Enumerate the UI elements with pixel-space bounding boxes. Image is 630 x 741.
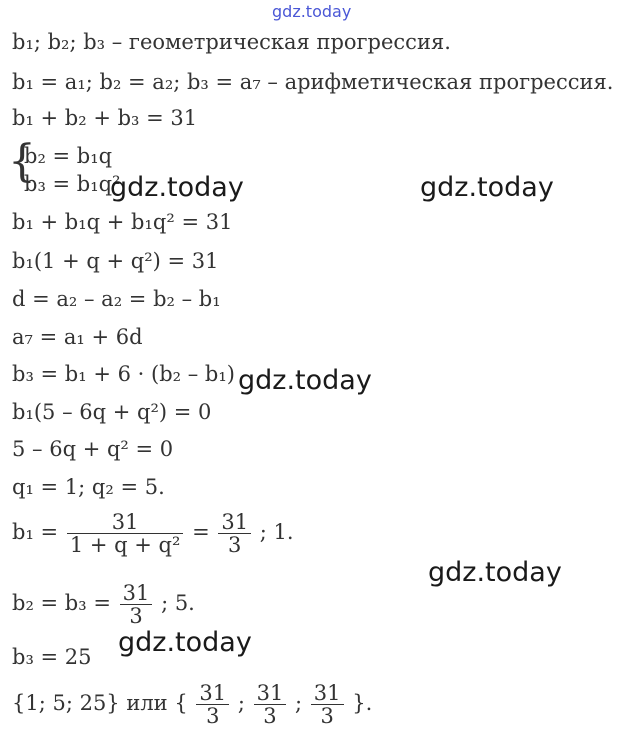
answer-separator: ; (295, 691, 303, 716)
line-5: b₃ = b₁q² (24, 172, 121, 196)
fraction-b1-value (218, 511, 251, 556)
answer-start: {1; 5; 25} или { (12, 691, 188, 716)
fraction-denominator: 3 (129, 604, 143, 629)
fraction-numerator: 31 (311, 682, 344, 705)
fraction-b1 (67, 511, 184, 556)
line-7: b₁(1 + q + q²) = 31 (12, 249, 219, 273)
fraction-denominator: 1 + q + q² (69, 533, 181, 558)
line-2: b₁ = a₁; b₂ = a₂; b₃ = a₇ – арифметическая прогрессия. (12, 70, 614, 94)
line-13: q₁ = 1; q₂ = 5. (12, 475, 165, 499)
line-3: b₁ + b₂ + b₃ = 31 (12, 106, 198, 130)
fraction-answer-2 (254, 682, 287, 727)
fraction-numerator: 31 (196, 682, 229, 705)
watermark-top: gdz.today (272, 2, 352, 21)
line-11: b₁(5 – 6q + q²) = 0 (12, 400, 212, 424)
line-4: b₂ = b₁q (24, 144, 113, 168)
answer-end: }. (352, 691, 373, 716)
b1-lhs: b₁ = (12, 520, 59, 545)
fraction-b2 (120, 582, 153, 627)
line-1: b₁; b₂; b₃ – геометрическая прогрессия. (12, 30, 451, 54)
watermark: gdz.today (238, 365, 372, 396)
fraction-denominator: 3 (206, 704, 220, 729)
watermark: gdz.today (118, 627, 252, 658)
line-answer (12, 682, 372, 727)
line-12: 5 – 6q + q² = 0 (12, 437, 174, 461)
line-9: a₇ = a₁ + 6d (12, 325, 143, 349)
watermark: gdz.today (420, 172, 554, 203)
line-14: b₃ = 25 (12, 645, 92, 669)
b1-eq: = (192, 520, 210, 545)
system-brace: { (8, 136, 36, 187)
fraction-denominator: 3 (263, 704, 277, 729)
b1-tail: ; 1. (259, 520, 294, 545)
answer-separator: ; (237, 691, 245, 716)
line-6: b₁ + b₁q + b₁q² = 31 (12, 210, 233, 234)
fraction-answer-3 (311, 682, 344, 727)
fraction-numerator: 31 (254, 682, 287, 705)
fraction-numerator: 31 (218, 511, 251, 534)
fraction-numerator: 31 (67, 511, 184, 534)
watermark: gdz.today (110, 172, 244, 203)
line-b2-fraction (12, 582, 195, 627)
line-10: b₃ = b₁ + 6 · (b₂ – b₁) (12, 362, 235, 386)
line-b1-fraction (12, 511, 294, 556)
fraction-answer-1 (196, 682, 229, 727)
watermark: gdz.today (428, 557, 562, 588)
fraction-numerator: 31 (120, 582, 153, 605)
b2-tail: ; 5. (161, 591, 195, 616)
line-8: d = a₂ – a₂ = b₂ – b₁ (12, 287, 221, 311)
fraction-denominator: 3 (228, 533, 242, 558)
b2-lhs: b₂ = b₃ = (12, 591, 111, 616)
fraction-denominator: 3 (320, 704, 334, 729)
